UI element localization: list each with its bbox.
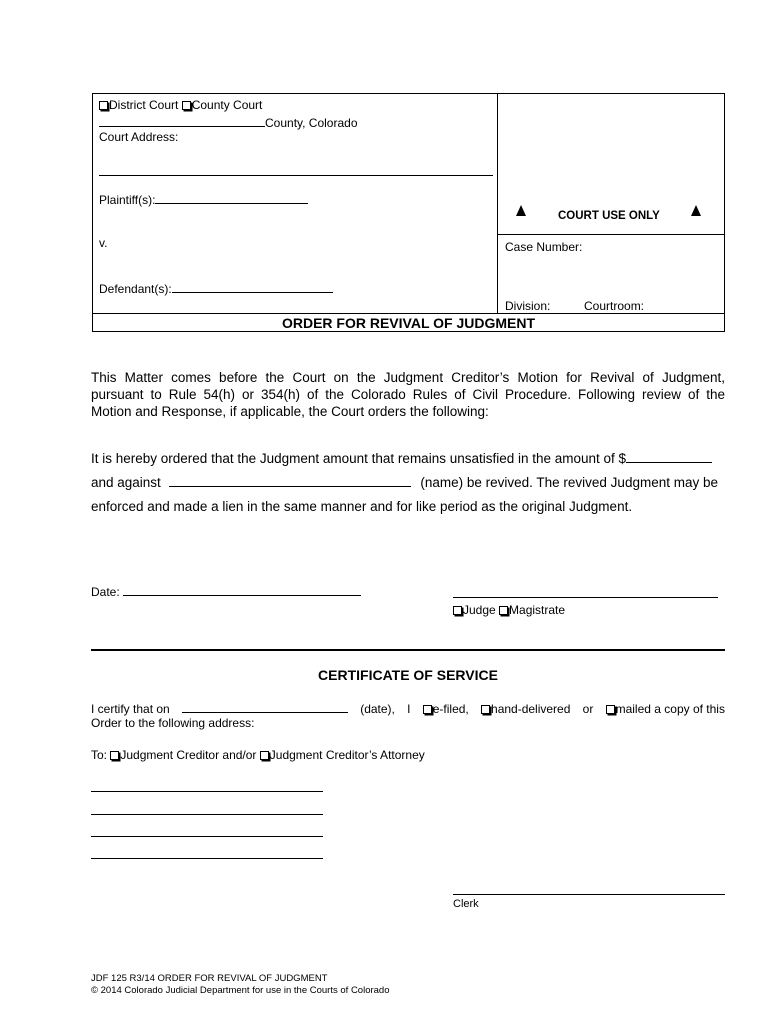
magistrate-checkbox[interactable]	[499, 606, 508, 615]
section-separator	[91, 649, 725, 651]
date-label: Date:	[91, 585, 120, 599]
division-label: Division:	[505, 299, 551, 313]
magistrate-label: Magistrate	[509, 603, 566, 617]
service-date-field[interactable]	[182, 701, 348, 713]
defendant-label: Defendant(s):	[99, 282, 172, 296]
court-address-field[interactable]	[99, 175, 493, 176]
intro-line-3: Motion and Response, if applicable, the Court orders the following:	[91, 404, 489, 419]
clerk-signature-line[interactable]	[453, 894, 725, 895]
hand-delivered-checkbox[interactable]	[481, 705, 490, 714]
date-field[interactable]	[123, 584, 361, 596]
efiled-checkbox[interactable]	[423, 705, 432, 714]
to-label: To:	[91, 748, 108, 762]
order-line-1	[91, 451, 712, 466]
triangle-up-icon-left	[516, 205, 526, 216]
certify-i: I	[407, 702, 411, 716]
county-name-field[interactable]	[99, 115, 265, 127]
triangle-up-icon-right	[691, 205, 701, 216]
footer-copyright: © 2014 Colorado Judicial Department for use in the Courts of Colorado	[91, 985, 390, 996]
intro-paragraph	[91, 369, 725, 420]
plaintiff-field[interactable]	[155, 192, 308, 204]
versus-label: v.	[99, 236, 108, 250]
caption-left-border	[92, 93, 93, 332]
defendant-line	[99, 281, 333, 296]
certificate-heading: CERTIFICATE OF SERVICE	[318, 667, 498, 683]
address-line-2[interactable]	[91, 814, 323, 815]
judge-magistrate-options	[453, 603, 565, 617]
recipient-line	[91, 748, 425, 762]
judge-checkbox[interactable]	[453, 606, 462, 615]
page-title: ORDER FOR REVIVAL OF JUDGMENT	[281, 315, 536, 331]
caption-title-top-border	[92, 313, 725, 314]
court-type-options	[99, 98, 262, 112]
address-line-3[interactable]	[91, 836, 323, 837]
creditor-checkbox[interactable]	[110, 751, 119, 760]
order-line-2	[91, 475, 718, 490]
district-court-label: District Court	[109, 98, 179, 112]
certify-or: or	[582, 702, 594, 716]
plaintiff-label: Plaintiff(s):	[99, 193, 156, 207]
attorney-label: Judgment Creditor’s Attorney	[269, 748, 425, 762]
amount-field[interactable]	[626, 451, 712, 463]
order-against-suffix: (name) be revived. The revived Judgment may be	[420, 475, 718, 490]
caption-case-divider	[497, 234, 725, 235]
defendant-field[interactable]	[172, 281, 333, 293]
order-against-prefix: and against	[91, 475, 161, 490]
county-line	[99, 115, 358, 130]
judge-label: Judge	[463, 603, 496, 617]
creditor-label: Judgment Creditor and/or	[120, 748, 257, 762]
attorney-checkbox[interactable]	[260, 751, 269, 760]
caption-right-border	[724, 93, 725, 332]
certify-line-2: Order to the following address:	[91, 716, 255, 730]
clerk-label: Clerk	[453, 898, 479, 910]
date-line	[91, 584, 361, 599]
address-line-1[interactable]	[91, 791, 323, 792]
address-line-4[interactable]	[91, 858, 323, 859]
county-court-label: County Court	[191, 98, 263, 112]
caption-bottom-border	[92, 331, 725, 332]
efiled-label: e-filed,	[432, 702, 469, 716]
caption-top-border	[92, 93, 725, 94]
county-suffix: County, Colorado	[265, 116, 358, 130]
order-amount-text: It is hereby ordered that the Judgment amount that remains unsatisfied in the amount of $	[91, 451, 627, 466]
certify-line-1	[91, 701, 725, 716]
intro-line-2: pursuant to Rule 54(h) or 354(h) of the Colorado Rules of Civil Procedure. Following review of the	[91, 387, 725, 402]
case-number-label: Case Number:	[505, 240, 583, 254]
county-court-checkbox[interactable]	[182, 101, 191, 110]
judge-signature-line[interactable]	[453, 597, 718, 598]
intro-line-1: This Matter comes before the Court on the Judgment Creditor’s Motion for Revival of Judgment,	[91, 370, 725, 385]
plaintiff-line	[99, 192, 308, 207]
courtroom-label: Courtroom:	[584, 299, 645, 313]
mailed-checkbox[interactable]	[606, 705, 615, 714]
mailed-label: mailed a copy of this	[615, 702, 725, 716]
district-court-checkbox[interactable]	[99, 101, 108, 110]
hand-delivered-label: hand-delivered	[491, 702, 571, 716]
name-field[interactable]	[169, 475, 411, 487]
caption-divider-vertical	[497, 93, 498, 314]
order-line-3: enforced and made a lien in the same manner and for like period as the original Judgment.	[91, 499, 633, 514]
court-use-only-label: COURT USE ONLY	[558, 210, 660, 222]
footer-form-id: JDF 125 R3/14 ORDER FOR REVIVAL OF JUDGMENT	[91, 973, 328, 984]
court-address-label: Court Address:	[99, 130, 179, 144]
certify-prefix: I certify that on	[91, 702, 170, 716]
certify-date-label: (date),	[360, 702, 395, 716]
